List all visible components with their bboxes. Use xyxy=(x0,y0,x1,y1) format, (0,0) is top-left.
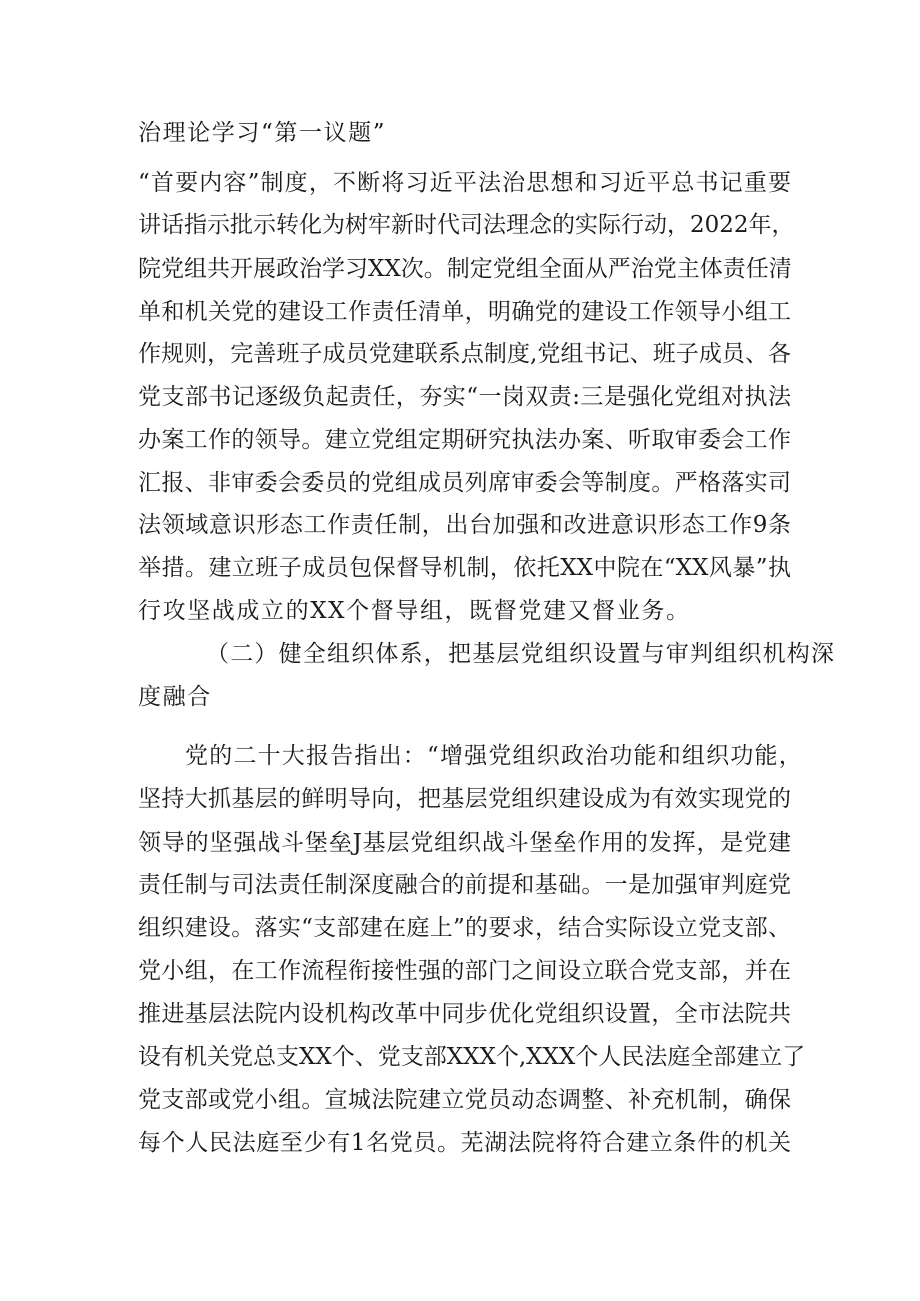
text-line: 坚持大抓基层的鲜明导向，把基层党组织建设成为有效实现党的 xyxy=(138,786,791,812)
text-line: 单和机关党的建设工作责任清单，明确党的建设工作领导小组工 xyxy=(138,299,791,325)
text-line: 汇报、非审委会委员的党组成员列席审委会等制度。严格落实司 xyxy=(138,470,791,496)
text-line: 设有机关党总支XX个、党支部XXX个,XXX个人民法庭全部建立了 xyxy=(138,1044,806,1070)
section-heading-continued: 度融合 xyxy=(138,684,212,710)
paragraph-first-line: 党的二十大报告指出：“增强党组织政治功能和组织功能， xyxy=(185,743,803,769)
text-line: 党支部书记逐级负起责任，夯实“一岗双责:三是强化党组对执法 xyxy=(138,384,791,410)
text-line: 组织建设。落实“支部建在庭上”的要求，结合实际设立党支部、 xyxy=(138,915,791,941)
text-line: 办案工作的领导。建立党组定期研究执法办案、听取审委会工作 xyxy=(138,427,791,453)
text-line: 领导的坚强战斗堡垒J基层党组织战斗堡垒作用的发挥，是党建 xyxy=(138,830,791,856)
text-line: 行攻坚战成立的XX个督导组，既督党建又督业务。 xyxy=(138,598,691,624)
text-line: 讲话指示批示转化为树牢新时代司法理念的实际行动，2022年， xyxy=(138,212,795,238)
text-line: 法领域意识形态工作责任制，出台加强和改进意识形态工作9条 xyxy=(138,512,791,538)
text-line: 院党组共开展政治学习XX次。制定党组全面从严治党主体责任清 xyxy=(138,256,792,282)
text-line: 举措。建立班子成员包保督导机制，依托XX中院在“XX风暴”执 xyxy=(138,555,791,581)
text-line: 党小组，在工作流程衔接性强的部门之间设立联合党支部，并在 xyxy=(138,958,791,984)
text-line: 党支部或党小组。宣城法院建立党员动态调整、补充机制，确保 xyxy=(138,1087,791,1113)
section-heading: （二）健全组织体系，把基层党组织设置与审判组织机构深 xyxy=(206,641,836,667)
text-line: 作规则，完善班子成员党建联系点制度,党组书记、班子成员、各 xyxy=(138,341,791,367)
text-line: 每个人民法庭至少有1名党员。芜湖法院将符合建立条件的机关 xyxy=(138,1130,791,1156)
text-line: 推进基层法院内设机构改革中同步优化党组织设置，全市法院共 xyxy=(138,1001,791,1027)
text-line: 治理论学习“第一议题” xyxy=(138,120,387,146)
text-line: “首要内容”制度，不断将习近平法治思想和习近平总书记重要 xyxy=(138,170,791,196)
text-line: 责任制与司法责任制深度融合的前提和基础。一是加强审判庭党 xyxy=(138,872,791,898)
